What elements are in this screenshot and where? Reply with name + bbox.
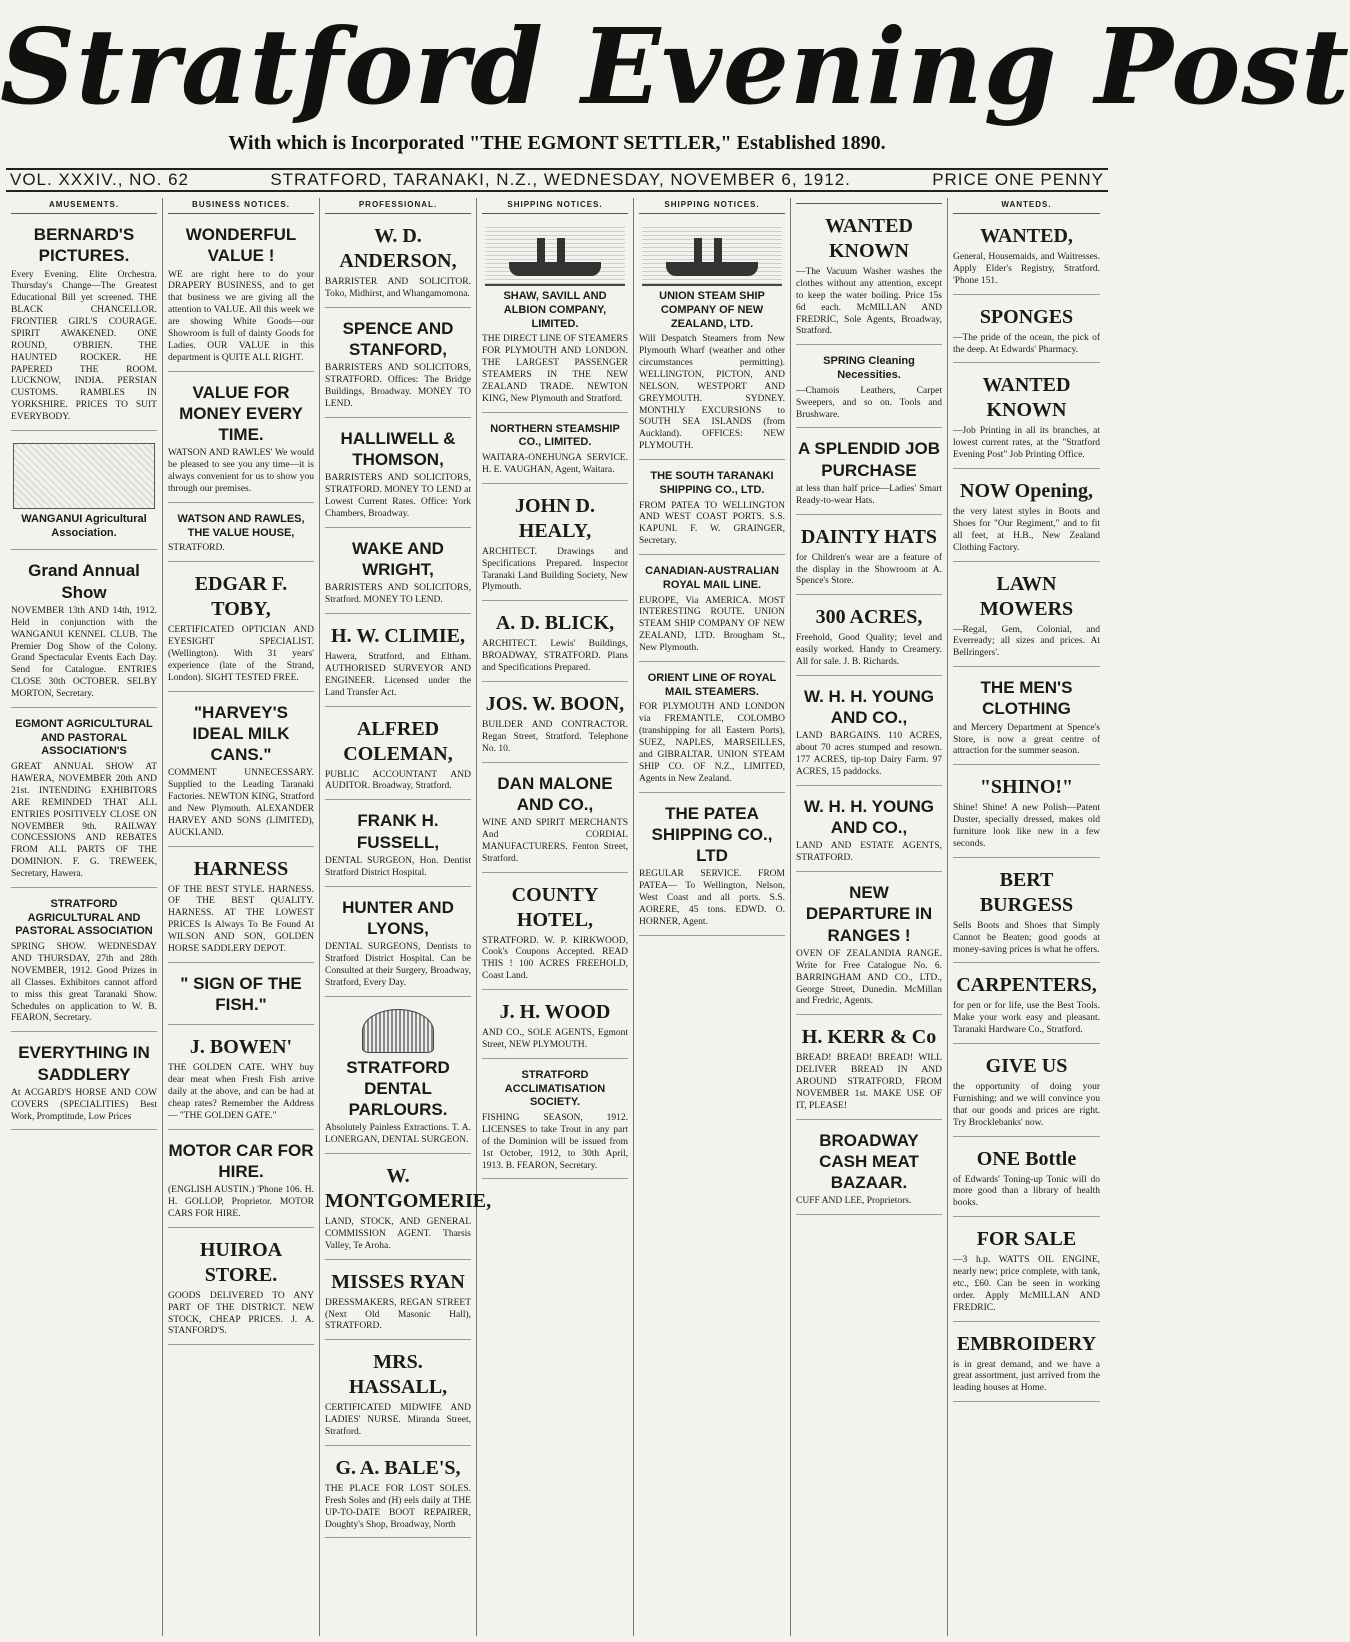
ad-body-text: At ACGARD'S HORSE AND COW COVERS (SPECIALITIES) Best Work, Promptitude, Low Prices: [11, 1087, 157, 1122]
advertisement: [11, 218, 157, 431]
ad-headline: NEW DEPARTURE IN RANGES !: [805, 883, 933, 945]
ad-headline: HARNESS: [193, 857, 289, 880]
ad-body-text: NOVEMBER 13th AND 14th, 1912. Held in conjunction with the WANGANUI KENNEL CLUB. The Premier Dog Show of the Colony. Grand Spectacular Events Each Day. Send for Catalogue. ENTRIES CLOSE 30th OCTOBER. SELBY MORTON, Secretary.: [11, 605, 157, 699]
ad-body-text: Sells Boots and Shoes that Simply Cannot be Beaten; good goods at money-saving prices is what he offers.: [953, 920, 1100, 955]
ad-headline: 300 ACRES,: [815, 606, 923, 629]
ad-headline: Grand Annual Show: [28, 561, 140, 602]
ad-body-text: STRATFORD.: [168, 543, 225, 554]
advertisement: [639, 464, 785, 555]
ad-body-text: for Children's wear are a feature of the display in the Showroom at A. Spence's Store.: [796, 552, 942, 587]
newspaper-columns: [6, 198, 1108, 1636]
ad-headline: THE MEN'S CLOTHING: [980, 678, 1073, 719]
ad-body-text: LAND BARGAINS. 110 ACRES, about 70 acres stumped and resown. 177 ACRES, tip-top Dairy Farm. 97 ACRES, 15 paddocks.: [796, 731, 942, 777]
ad-headline: HUNTER AND LYONS,: [342, 897, 454, 938]
ad-headline: J. BOWEN': [189, 1036, 293, 1059]
ad-headline: WAKE AND WRIGHT,: [352, 538, 444, 579]
column-header: AMUSEMENTS.: [11, 198, 157, 214]
ad-body-text: CERTIFICATED MIDWIFE AND LADIES' NURSE. Miranda Street, Stratford.: [325, 1403, 471, 1437]
advertisement: [482, 605, 628, 682]
column-5: [634, 198, 791, 1636]
advertisement: [482, 218, 628, 413]
ad-headline: G. A. BALE'S,: [335, 1456, 461, 1479]
ad-body-text: of Edwards' Toning-up Tonic will do more good than a library of health books.: [953, 1174, 1100, 1209]
advertisement: [953, 566, 1100, 668]
advertisement: [953, 671, 1100, 765]
ad-body-text: THE DIRECT LINE OF STEAMERS FOR PLYMOUTH AND LONDON. THE LARGEST PASSENGER STEAMERS IN THE NEW ZEALAND TRADE. NEWTON KING, New Plymouth and Stratford.: [482, 334, 628, 404]
ad-headline: J. H. WOOD: [499, 1001, 611, 1023]
advertisement: [796, 349, 942, 428]
masthead-subtitle: With which is Incorporated "THE EGMONT SETTLER," Established 1890.: [228, 132, 886, 154]
advertisement: [168, 696, 314, 847]
ad-headline: JOS. W. BOON,: [485, 692, 625, 715]
advertisement: [953, 218, 1100, 295]
dental-parlour-illustration: [362, 1009, 434, 1053]
column-header: BUSINESS NOTICES.: [168, 198, 314, 214]
ad-headline: SHAW, SAVILL AND ALBION COMPANY, LIMITED.: [503, 290, 607, 330]
advertisement: [168, 1232, 314, 1346]
ad-headline: DAN MALONE AND CO.,: [497, 773, 613, 814]
ad-headline: VALUE FOR MONEY EVERY TIME.: [179, 382, 303, 444]
ad-body-text: FOR PLYMOUTH AND LONDON via FREMANTLE, COLOMBO (transhipping for all Eastern Ports), SUEZ, NAPLES, MARSEILLES, and GIBRALTAR. UNION STEAM SHIP CO. OF N.Z., LIMITED, Agents in New Zealand.: [639, 702, 785, 784]
column-header: WANTEDS.: [953, 198, 1100, 214]
advertisement: [796, 790, 942, 872]
advertisement: [325, 711, 471, 801]
ad-headline: W. H. H. YOUNG AND CO.,: [803, 796, 935, 838]
ad-headline: STRATFORD ACCLIMATISATION SOCIETY.: [504, 1068, 606, 1109]
column-6: [791, 198, 948, 1636]
ad-body-text: REGULAR SERVICE. FROM PATEA— To Wellington, Nelson, West Coast and all ports. S.S. AORERE, 45 tons. EDWD. O. HORNER, Agent.: [639, 869, 785, 927]
ad-body-text: THE GOLDEN CATE. WHY buy dear meat when Fresh Fish arrive daily at the above, and can be had at cheap rates? Remember the Address— "THE GOLDEN GATE.": [168, 1063, 314, 1121]
ad-headline: MRS. HASSALL,: [348, 1351, 448, 1399]
advertisement: [325, 218, 471, 308]
ad-body-text: BARRISTERS AND SOLICITORS, Stratford. MONEY TO LEND.: [325, 583, 471, 606]
ad-body-text: STRATFORD. W. P. KIRKWOOD, Cook's Coupons Accepted. READ THIS ! 100 ACRES FREEHOLD, Coast Land.: [482, 935, 628, 982]
ad-headline: DAINTY HATS: [800, 525, 938, 548]
ad-headline: EMBROIDERY: [956, 1332, 1097, 1355]
advertisement: [325, 422, 471, 528]
ad-headline: WANTED KNOWN: [982, 374, 1071, 422]
advertisement: [168, 967, 314, 1026]
place-and-date: STRATFORD, TARANAKI, N.Z., WEDNESDAY, NOVEMBER 6, 1912.: [270, 170, 851, 189]
ad-headline: A. D. BLICK,: [495, 612, 615, 635]
showground-illustration: [13, 443, 155, 509]
ad-body-text: GOODS DELIVERED TO ANY PART OF THE DISTRICT. NEW STOCK, CHEAP PRICES. J. A. STANFORD'S.: [168, 1290, 314, 1337]
ad-headline: THE SOUTH TARANAKI SHIPPING CO., LTD.: [650, 470, 774, 496]
advertisement: [639, 797, 785, 936]
column-header: SHIPPING NOTICES.: [639, 198, 785, 214]
ad-headline: SPONGES: [979, 305, 1074, 328]
ad-headline: ONE Bottle: [976, 1147, 1077, 1170]
advertisement: [482, 488, 628, 602]
column-header: [796, 198, 942, 204]
ad-body-text: BARRISTERS AND SOLICITORS, STRATFORD. Offices: The Bridge Buildings, Broadway. MONEY TO LEND.: [325, 363, 471, 409]
ad-headline: EVERYTHING IN SADDLERY: [18, 1043, 150, 1084]
ad-body-text: Shine! Shine! A new Polish—Patent Duster, specially dressed, makes old furniture look like new in a few seconds.: [953, 803, 1100, 849]
dateline: [6, 168, 1108, 192]
column-header: PROFESSIONAL.: [325, 198, 471, 214]
advertisement: [168, 376, 314, 503]
ad-headline: W. MONTGOMERIE,: [325, 1165, 492, 1212]
masthead-title: Stratford Evening Post: [0, 5, 1350, 128]
advertisement: [953, 769, 1100, 858]
ad-headline: EGMONT AGRICULTURAL AND PASTORAL ASSOCIATION'S: [15, 717, 153, 758]
advertisement: [325, 891, 471, 997]
ad-body-text: OVEN OF ZEALANDIA RANGE. Write for Free Catalogue No. 6. BARRINGHAM AND CO., LTD., George Street, Dunedin. McMillan and Fredric, Agents.: [796, 948, 942, 1007]
ad-body-text: WATSON AND RAWLES' We would be pleased to see you any time—it is always convenient for us to show you through our premises.: [168, 448, 314, 494]
ad-body-text: the very latest styles in Boots and Shoes for "Our Regiment," and to fit all feet, at H.B., New Zealand Clothing Factory.: [953, 507, 1100, 553]
ad-body-text: WINE AND SPIRIT MERCHANTS And CORDIAL MANUFACTURERS. Fenton Street, Stratford.: [482, 818, 628, 864]
advertisement: [11, 435, 157, 551]
advertisement: [325, 1158, 492, 1260]
ad-body-text: —Regal, Gem, Colonial, and Everready; all sizes and prices. At Bellringers'.: [953, 624, 1100, 659]
advertisement: [953, 473, 1100, 562]
ad-headline: WANTED,: [980, 225, 1073, 247]
ad-body-text: Will Despatch Steamers from New Plymouth Wharf (weather and other circumstances permitting). WELLINGTON, PICTON, AND NELSON. WESTPORT AND GREYMOUTH. SYDNEY. MONTHLY EXCURSIONS to SOUTH SEA ISLANDS (from Auckland). OFFICES: NEW PLYMOUTH.: [639, 334, 785, 452]
ad-headline: CARPENTERS,: [956, 974, 1097, 997]
ad-body-text: LAND AND ESTATE AGENTS, STRATFORD.: [796, 841, 942, 864]
ad-body-text: Freehold, Good Quality; level and easily worked. Handy to Creamery. All for sale. J. B. Richards.: [796, 633, 942, 667]
ad-body-text: WE are right here to do your DRAPERY BUSINESS, and to get that business we are giving all the attention to VALUE. All this week we are showing White Goods—our Showroom is full of dainty Goods for Ladies. OUR VALUE in this department is QUITE ALL RIGHT.: [168, 269, 314, 363]
ad-headline: NOW Opening,: [960, 480, 1093, 502]
ad-body-text: CUFF AND LEE, Proprietors.: [796, 1196, 912, 1207]
ad-headline: HALLIWELL & THOMSON,: [340, 428, 456, 469]
ad-body-text: COMMENT UNNECESSARY. Supplied to the Leading Taranaki Factories. NEWTON KING, Stratford and New Plymouth. ALEXANDER HARVEY AND SONS (LIMITED), AUCKLAND.: [168, 768, 314, 838]
ad-headline: JOHN D. HEALY,: [515, 494, 595, 542]
advertisement: [325, 312, 471, 418]
ad-headline: STRATFORD AGRICULTURAL AND PASTORAL ASSOCIATION: [15, 897, 153, 938]
advertisement: [325, 618, 471, 707]
advertisement: [796, 1019, 942, 1119]
advertisement: [953, 1048, 1100, 1137]
ad-body-text: is in great demand, and we have a great assortment, just arrived from the leading houses at Home.: [953, 1359, 1100, 1394]
advertisement: [953, 367, 1100, 469]
advertisement: [168, 566, 314, 691]
column-7: [948, 198, 1105, 1636]
ad-headline: WONDERFUL VALUE !: [185, 225, 297, 266]
ad-body-text: for pen or for life, use the Best Tools. Make your work easy and pleasant. Taranaki Hardware Co., Stratford.: [953, 1001, 1100, 1036]
ad-body-text: DRESSMAKERS, REGAN STREET (Next Old Masonic Hall), STRATFORD.: [325, 1297, 471, 1332]
advertisement: [639, 559, 785, 662]
ad-headline: NORTHERN STEAMSHIP CO., LIMITED.: [490, 422, 620, 449]
advertisement: [482, 767, 628, 873]
advertisement: [11, 1036, 157, 1130]
ad-body-text: at less than half price—Ladies' Smart Ready-to-wear Hats.: [796, 483, 942, 506]
ad-body-text: PUBLIC ACCOUNTANT AND AUDITOR. Broadway, Stratford.: [325, 769, 471, 792]
advertisement: [953, 1326, 1100, 1403]
ad-headline: BERNARD'S PICTURES.: [33, 225, 135, 266]
ad-headline: " SIGN OF THE FISH.": [180, 973, 302, 1014]
advertisement: [639, 218, 785, 460]
advertisement: [639, 666, 785, 793]
ad-body-text: —Job Printing in all its branches, at lowest current rates, at the "Stratford Evening Post" Job Printing Office.: [953, 426, 1100, 461]
ad-body-text: DENTAL SURGEON, Hon. Dentist Stratford District Hospital.: [325, 855, 471, 878]
advertisement: [482, 686, 628, 763]
ad-body-text: Absolutely Painless Extractions. T. A. LONERGAN, DENTAL SURGEON.: [325, 1123, 471, 1146]
ad-body-text: FISHING SEASON, 1912. LICENSES to take Trout in any part of the Dominion will be issued from 1st October, 1912, to 30th April, 1913. B. FEARON, Secretary.: [482, 1113, 628, 1171]
ad-body-text: ARCHITECT. Lewis' Buildings, BROADWAY, STRATFORD. Plans and Specifications Prepared.: [482, 639, 628, 673]
advertisement: [796, 208, 942, 345]
ad-headline: STRATFORD DENTAL PARLOURS.: [346, 1057, 450, 1119]
ad-body-text: and Mercery Department at Spence's Store, is now a great centre of attraction for the summer season.: [953, 722, 1100, 757]
advertisement: [482, 994, 628, 1059]
advertisement: [953, 862, 1100, 964]
advertisement: [325, 1450, 471, 1539]
ad-body-text: BARRISTERS AND SOLICITORS, STRATFORD. MONEY TO LEND at Lowest Current Rates. Office: York Chambers, Broadway.: [325, 473, 471, 519]
advertisement: [953, 1221, 1100, 1321]
ad-body-text: (ENGLISH AUSTIN.) 'Phone 106. H. H. GOLLOP, Proprietor. MOTOR CARS FOR HIRE.: [168, 1185, 314, 1219]
advertisement: [325, 532, 471, 614]
ad-headline: SPRING Cleaning Necessities.: [823, 355, 915, 381]
advertisement: [482, 877, 628, 991]
ad-body-text: THE PLACE FOR LOST SOLES. Fresh Soles and (H) eels daily at THE UP-TO-DATE BOOT REPAIRER, Doughty's Shop, Broadway, North: [325, 1483, 471, 1530]
advertisement: [953, 1141, 1100, 1218]
advertisement: [168, 507, 314, 562]
advertisement: [953, 299, 1100, 364]
advertisement: [325, 804, 471, 886]
advertisement: [168, 851, 314, 963]
column-2: [163, 198, 320, 1636]
ad-headline: UNION STEAM SHIP COMPANY OF NEW ZEALAND, LTD.: [659, 290, 765, 330]
ad-headline: ALFRED COLEMAN,: [343, 717, 453, 765]
column-3: [320, 198, 492, 1636]
ad-headline: H. W. CLIMIE,: [331, 625, 465, 647]
ad-headline: CANADIAN-AUSTRALIAN ROYAL MAIL LINE.: [645, 565, 779, 591]
ad-headline: SPENCE AND STANFORD,: [342, 318, 454, 359]
ad-body-text: Hawera, Stratford, and Eltham. AUTHORISED SURVEYOR AND ENGINEER. Licensed under the Land Transfer Act.: [325, 652, 471, 698]
ad-body-text: —The pride of the ocean, the pick of the deep. At Edwards' Pharmacy.: [953, 332, 1100, 355]
advertisement: [796, 1124, 942, 1216]
ad-headline: WANTED KNOWN: [825, 215, 913, 262]
ad-body-text: DENTAL SURGEONS, Dentists to Stratford District Hospital. Can be Consulted at their Surgery, Broadway, Stratford, Every Day.: [325, 942, 471, 988]
ad-headline: FOR SALE: [976, 1228, 1077, 1251]
ad-headline: ORIENT LINE OF ROYAL MAIL STEAMERS.: [647, 671, 777, 698]
ad-headline: THE PATEA SHIPPING CO., LTD: [651, 803, 773, 865]
ad-body-text: —Chamois Leathers, Carpet Sweepers, and so on. Tools and Brushware.: [796, 385, 942, 420]
advertisement: [796, 599, 942, 676]
ad-headline: EDGAR F. TOBY,: [194, 573, 288, 621]
ad-body-text: CERTIFICATED OPTICIAN AND EYESIGHT SPECIALIST. (Wellington). With 31 years' experience (late of the Strand, London). SIGHT TESTED FREE.: [168, 625, 314, 683]
advertisement: [953, 967, 1100, 1044]
ad-body-text: BREAD! BREAD! BREAD! WILL DELIVER BREAD IN AND AROUND STRATFORD, FROM NOVEMBER 1st. MAKE USE OF IT, PLEASE!: [796, 1053, 942, 1111]
advertisement: [168, 1134, 314, 1228]
column-1: [6, 198, 163, 1636]
advertisement: [168, 1029, 314, 1129]
ad-headline: FRANK H. FUSSELL,: [356, 811, 440, 852]
ad-headline: H. KERR & Co: [801, 1026, 937, 1049]
ad-body-text: BARRISTER AND SOLICITOR. Toko, Midhirst, and Whangamomona.: [325, 277, 471, 299]
ad-body-text: EUROPE, Via AMERICA. MOST INTERESTING ROUTE. UNION STEAM SHIP COMPANY OF NEW ZEALAND, LTD. Brougham St., New Plymouth.: [639, 595, 785, 653]
ad-body-text: ARCHITECT. Drawings and Specifications Prepared. Inspector Taranaki Land Building Society, New Plymouth.: [482, 546, 628, 593]
ad-body-text: Every Evening. Elite Orchestra. Thursday's Change—The Greatest Educational Bill yet screened. THE BLACK CHANCELLOR. FRONTIER GIRL'S COURAGE. SPIRIT AWAKENED. ONE ROUND, O'BRIEN. THE HAUNTED ROCKER. HE PAPERED THE ROOM. LUCKNOW, INDIA. PERSIAN CUSTOMS. RAMBLES IN YORKSHIRE. PRICES TO SUIT EVERYBODY.: [11, 269, 157, 422]
steamship-illustration: [485, 226, 625, 286]
ad-body-text: —3 h.p. WATTS OIL ENGINE, nearly new; price complete, with tank, etc., £60. Can be seen in working order. Apply McMILLAN AND FREDRIC.: [953, 1255, 1100, 1313]
ad-headline: "SHINO!": [979, 776, 1074, 799]
ad-body-text: AND CO., SOLE AGENTS, Egmont Street, NEW PLYMOUTH.: [482, 1028, 628, 1050]
ad-headline: HUIROA STORE.: [199, 1238, 283, 1286]
ad-headline: A SPLENDID JOB PURCHASE: [797, 439, 940, 480]
ad-body-text: the opportunity of doing your Furnishing; and we will convince you that our goods and prices are right. Try Brocklebanks' now.: [953, 1082, 1100, 1128]
advertisement: [796, 432, 942, 514]
ad-headline: W. H. H. YOUNG AND CO.,: [803, 686, 935, 728]
advertisement: [11, 712, 157, 888]
ad-headline: COUNTY HOTEL,: [511, 883, 599, 931]
ad-headline: "HARVEY'S IDEAL MILK CANS.": [192, 702, 290, 764]
ad-body-text: General, Housemaids, and Waitresses. Apply Elder's Registry, Stratford. 'Phone 151.: [953, 252, 1100, 286]
advertisement: [482, 1063, 628, 1180]
advertisement: [325, 1001, 471, 1155]
ad-headline: BERT BURGESS: [979, 868, 1074, 916]
advertisement: [11, 892, 157, 1032]
column-4: [477, 198, 634, 1636]
advertisement: [796, 876, 942, 1015]
advertisement: [796, 680, 942, 786]
advertisement: [482, 417, 628, 484]
ad-body-text: GREAT ANNUAL SHOW AT HAWERA, NOVEMBER 20th AND 21st. INTENDING EXHIBITORS ARE REMINDED THAT ALL ENTRIES POSITIVELY CLOSE ON NOVEMBER 9th. RAILWAY CONCESSIONS AND REBATES FROM ALL PARTS OF THE DOMINION. F. G. TREWEEK, Secretary, Hawera.: [11, 762, 157, 879]
price: PRICE ONE PENNY: [932, 170, 1104, 189]
advertisement: [11, 554, 157, 708]
ad-headline: WATSON AND RAWLES, THE VALUE HOUSE,: [177, 512, 305, 539]
ad-body-text: BUILDER AND CONTRACTOR. Regan Street, Stratford. Telephone No. 10.: [482, 719, 628, 754]
advertisement: [325, 1344, 471, 1446]
ad-body-text: FROM PATEA TO WELLINGTON AND WEST COAST PORTS. S.S. KAPUNI. F. W. GRAINGER, Secretary.: [639, 500, 785, 547]
column-header: SHIPPING NOTICES.: [482, 198, 628, 214]
ad-body-text: OF THE BEST STYLE. HARNESS. OF THE BEST QUALITY. HARNESS. AT THE LOWEST PRICES Is Always To Be Found At WILSON AND SON, GOLDEN HORSE SADDLERY DEPOT.: [168, 884, 314, 954]
ad-headline: W. D. ANDERSON,: [339, 225, 457, 272]
advertisement: [796, 519, 942, 596]
ad-body-text: —The Vacuum Washer washes the clothes without any attention, except to keep the water boiling. Price 15s 6d each. McMILLAN AND FREDRIC, Sole Agents, Broadway, Stratford.: [796, 267, 942, 337]
ad-body-text: WAITARA-ONEHUNGA SERVICE. H. E. VAUGHAN, Agent, Waitara.: [482, 453, 628, 475]
advertisement: [168, 218, 314, 372]
ad-body-text: LAND, STOCK, AND GENERAL COMMISSION AGENT. Tharsis Valley, Te Aroha.: [325, 1217, 471, 1251]
ad-headline: LAWN MOWERS: [979, 572, 1074, 620]
ad-headline: WANGANUI Agricultural Association.: [21, 512, 147, 539]
ad-headline: MOTOR CAR FOR HIRE.: [168, 1140, 314, 1181]
volume-number: VOL. XXXIV., NO. 62: [10, 170, 190, 189]
ad-body-text: SPRING SHOW. WEDNESDAY AND THURSDAY, 27th and 28th NOVEMBER, 1912. Good Prizes in all Classes. Exhibitors cannot afford to miss this great Taranaki Show. Schedules on application to W. B. FEARON, Secretary.: [11, 942, 157, 1024]
advertisement: [325, 1264, 471, 1341]
ad-headline: MISSES RYAN: [331, 1270, 465, 1293]
ad-headline: BROADWAY CASH MEAT BAZAAR.: [819, 1130, 919, 1193]
steamship-illustration: [642, 226, 782, 286]
ad-headline: GIVE US: [985, 1055, 1068, 1077]
